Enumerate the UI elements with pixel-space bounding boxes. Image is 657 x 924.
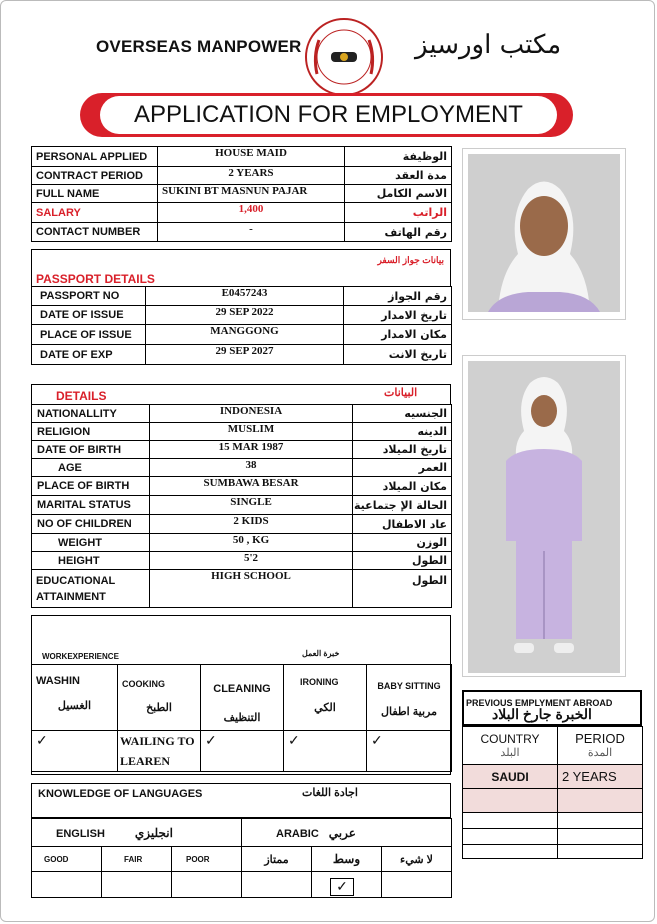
col-period xyxy=(558,727,643,765)
arabic-medium-check xyxy=(330,878,354,896)
value-exp-date: 29 SEP 2027 xyxy=(146,345,344,365)
label-salary: SALARY xyxy=(32,203,158,223)
label-height: HEIGHT xyxy=(32,552,150,570)
language-label: ENGLISH xyxy=(56,827,105,840)
label-marital: MARITAL STATUS xyxy=(32,496,150,515)
ar-label: العمر xyxy=(353,459,452,477)
col-country-label-ar: البلد xyxy=(500,746,520,759)
label-personal-applied: PERSONAL APPLIED xyxy=(32,147,158,167)
check-ironing[interactable] xyxy=(284,731,367,772)
col-country xyxy=(463,727,558,765)
exp-empty-cell xyxy=(463,845,558,859)
ar-label: تاريخ الانت xyxy=(344,345,452,365)
skill-cleaning xyxy=(201,665,284,731)
experience-title: PREVIOUS EMPLYMENT ABROAD xyxy=(466,698,613,708)
col-country-label: COUNTRY xyxy=(480,731,540,746)
skill-label-ar: التنظيف xyxy=(223,712,261,724)
language-label-ar: انجليزي xyxy=(134,825,173,840)
label-children: NO OF CHILDREN xyxy=(32,515,150,534)
check-icon: ✓ xyxy=(336,877,348,894)
level-cell[interactable] xyxy=(242,872,312,898)
level-fair: FAIR xyxy=(102,847,172,872)
details-table xyxy=(31,404,452,608)
languages-title: KNOWLEDGE OF LANGUAGES xyxy=(38,788,203,800)
value-birth-place: SUMBAWA BESAR xyxy=(150,477,353,496)
value-marital: SINGLE xyxy=(150,496,353,515)
exp-empty-cell xyxy=(463,789,558,813)
col-period-label-ar: المدة xyxy=(587,746,613,759)
exp-empty-cell xyxy=(558,845,643,859)
value-salary: 1,400 xyxy=(158,203,345,223)
ar-label: الراتب xyxy=(345,203,452,223)
company-logo xyxy=(303,16,385,98)
skill-label-ar: الغسيل xyxy=(57,700,92,712)
skill-label-ar: الطبخ xyxy=(146,702,172,714)
value-contact: - xyxy=(158,223,345,242)
skill-label-ar: الكي xyxy=(314,702,336,714)
level-excellent-ar: ممتاز xyxy=(242,847,312,872)
value-position: HOUSE MAID xyxy=(158,147,345,167)
experience-table xyxy=(462,726,643,859)
skill-cooking xyxy=(118,665,201,731)
ar-label: الجنسيه xyxy=(353,405,452,423)
ar-label: الطول xyxy=(353,552,452,570)
level-none-ar: لا شيء xyxy=(382,847,452,872)
label-birth-place: PLACE OF BIRTH xyxy=(32,477,150,496)
skill-label: BABY SITTING xyxy=(377,681,441,691)
value-weight: 50 , KG xyxy=(150,534,353,552)
value-age: 38 xyxy=(150,459,353,477)
level-poor: POOR xyxy=(172,847,242,872)
ar-label: الدينه xyxy=(353,423,452,441)
form-title: APPLICATION FOR EMPLOYMENT xyxy=(100,96,557,134)
level-cell[interactable] xyxy=(102,872,172,898)
exp-empty-cell xyxy=(463,813,558,829)
value-children: 2 KIDS xyxy=(150,515,353,534)
details-header xyxy=(31,384,451,404)
label-education: EDUCATIONAL ATTAINMENT xyxy=(32,570,150,608)
value-religion: MUSLIM xyxy=(150,423,353,441)
check-baby-sitting[interactable] xyxy=(367,731,452,772)
check-icon: ✓ xyxy=(205,732,217,748)
label-religion: RELIGION xyxy=(32,423,150,441)
ar-label: الوظيفة xyxy=(345,147,452,167)
skills-table xyxy=(31,664,452,772)
label-weight: WEIGHT xyxy=(32,534,150,552)
extra-note: WAILING TO LEAREN xyxy=(118,731,201,772)
label-contract: CONTRACT PERIOD xyxy=(32,167,158,185)
language-english xyxy=(32,819,242,847)
ar-label: الطول xyxy=(353,570,452,608)
label-issue-place: PLACE OF ISSUE xyxy=(32,325,146,345)
level-good: GOOD xyxy=(32,847,102,872)
portrait-photo-frame xyxy=(462,148,626,320)
details-title: DETAILS xyxy=(56,389,107,403)
language-arabic xyxy=(242,819,452,847)
passport-header xyxy=(31,249,451,286)
skill-label: COOKING xyxy=(122,679,166,689)
personal-table xyxy=(31,146,452,242)
value-passport-no: E0457243 xyxy=(146,287,344,306)
skill-washing xyxy=(32,665,118,731)
exp-empty-cell xyxy=(558,789,643,813)
skill-label: CLEANING xyxy=(213,683,271,695)
work-title: WORKEXPERIENCE xyxy=(42,652,119,661)
label-passport-no: PASSPORT NO xyxy=(32,287,146,306)
value-height: 5'2 xyxy=(150,552,353,570)
language-label: ARABIC xyxy=(276,827,319,840)
value-issue-place: MANGGONG xyxy=(146,325,344,345)
check-icon: ✓ xyxy=(288,732,300,748)
level-cell[interactable] xyxy=(312,872,382,898)
ar-label: رقم الهاتف xyxy=(345,223,452,242)
exp-empty-cell xyxy=(558,829,643,845)
label-full-name: FULL NAME xyxy=(32,185,158,203)
work-title-ar: خبرة العمل xyxy=(302,649,340,658)
label-nationality: NATIONALLITY xyxy=(32,405,150,423)
language-label-ar: عربي xyxy=(328,825,356,840)
label-issue-date: DATE OF ISSUE xyxy=(32,306,146,325)
skill-ironing xyxy=(284,665,367,731)
level-cell[interactable] xyxy=(32,872,102,898)
ar-label: الحالة الإ جتماعية xyxy=(353,496,452,515)
full-body-photo-frame xyxy=(462,355,626,677)
skill-label-ar: مربية اطفال xyxy=(380,706,437,718)
ar-label: رقم الجواز xyxy=(344,287,452,306)
ar-label: مكان الميلاد xyxy=(353,477,452,496)
label-dob: DATE OF BIRTH xyxy=(32,441,150,459)
check-icon: ✓ xyxy=(36,732,48,748)
details-title-ar: البيانات xyxy=(384,387,418,399)
label-age: AGE xyxy=(32,459,150,477)
skill-baby-sitting xyxy=(367,665,452,731)
language-levels xyxy=(31,846,452,898)
language-names xyxy=(31,818,452,847)
check-washing[interactable] xyxy=(32,731,118,772)
exp-empty-cell xyxy=(558,813,643,829)
value-dob: 15 MAR 1987 xyxy=(150,441,353,459)
exp-empty-cell xyxy=(463,829,558,845)
value-education: HIGH SCHOOL xyxy=(150,570,353,608)
skill-label: WASHIN xyxy=(36,675,80,687)
exp-period: 2 YEARS xyxy=(558,765,643,789)
experience-title-ar: الخبرة جارخ البلاد xyxy=(492,706,592,722)
ar-label: الوزن xyxy=(353,534,452,552)
label-contact: CONTACT NUMBER xyxy=(32,223,158,242)
level-cell[interactable] xyxy=(172,872,242,898)
value-full-name: SUKINI BT MASNUN PAJAR xyxy=(158,185,345,203)
level-cell[interactable] xyxy=(382,872,452,898)
col-period-label: PERIOD xyxy=(575,730,625,746)
label-exp-date: DATE OF EXP xyxy=(32,345,146,365)
languages-title-ar: اجادة اللغات xyxy=(302,787,358,799)
passport-table xyxy=(31,286,452,365)
full-body-photo xyxy=(468,361,620,673)
passport-title-ar: بيانات جواز السفر xyxy=(377,255,444,265)
brand-name-en: OVERSEAS MANPOWER xyxy=(96,37,302,56)
value-nationality: INDONESIA xyxy=(150,405,353,423)
languages-header xyxy=(31,783,451,818)
check-icon: ✓ xyxy=(371,732,383,748)
ar-label: مدة العقد xyxy=(345,167,452,185)
ar-label: تاريخ الميلاد xyxy=(353,441,452,459)
ar-label: تاريخ الامدار xyxy=(344,306,452,325)
value-issue-date: 29 SEP 2022 xyxy=(146,306,344,325)
ar-label: عاد الاطفال xyxy=(353,515,452,534)
ar-label: الاسم الكامل xyxy=(345,185,452,203)
check-cleaning[interactable] xyxy=(201,731,284,772)
skill-label: IRONING xyxy=(300,677,339,687)
passport-title: PASSPORT DETAILS xyxy=(36,272,155,286)
value-contract: 2 YEARS xyxy=(158,167,345,185)
ar-label: مكان الامدار xyxy=(344,325,452,345)
brand-name-ar: مكتب اورسيز xyxy=(415,30,562,60)
portrait-photo xyxy=(468,154,620,312)
level-medium-ar: وسط xyxy=(312,847,382,872)
experience-header xyxy=(462,690,642,726)
exp-country: SAUDI xyxy=(463,765,558,789)
